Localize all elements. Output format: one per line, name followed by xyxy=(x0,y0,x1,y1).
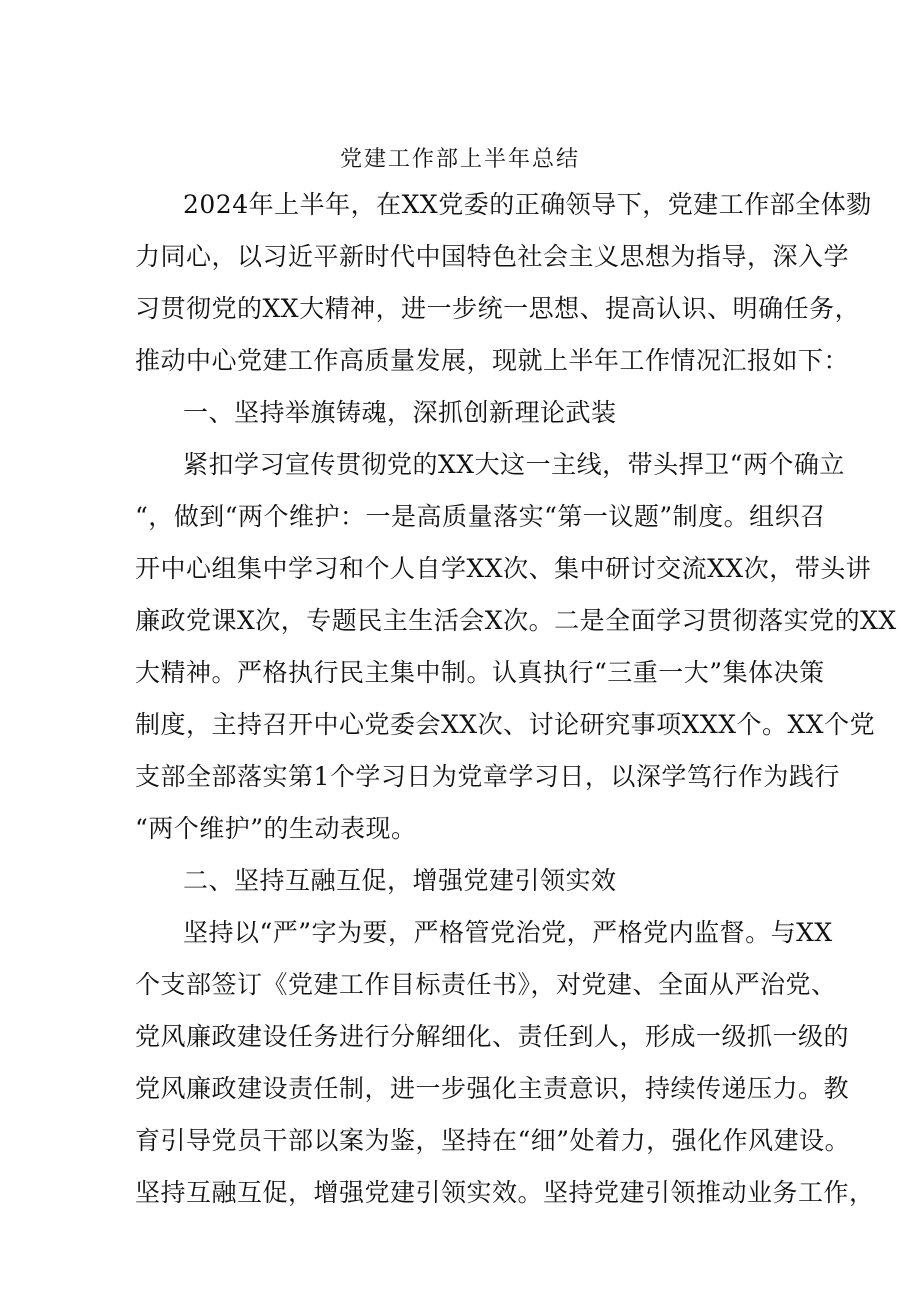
paragraph-line: 党风廉政建设任务进行分解细化、责任到人，形成一级抓一级的 xyxy=(135,1022,850,1051)
paragraph-line: 党风廉政建设责任制，进一步强化主责意识，持续传递压力。教 xyxy=(135,1074,850,1103)
paragraph-line: 坚持以“严”字为要，严格管党治党，严格党内监督。与XX xyxy=(183,918,833,947)
paragraph-line: 育引导党员干部以案为鉴，坚持在“细”处着力，强化作风建设。 xyxy=(135,1126,851,1155)
paragraph-line: 制度，主持召开中心党委会XX次、讨论研究事项XXX个。XX个党 xyxy=(135,710,876,739)
paragraph-line: 支部全部落实第1个学习日为党章学习日，以深学笃行作为践行 xyxy=(135,762,840,791)
paragraph-line: 个支部签订《党建工作目标责任书》，对党建、全面从严治党、 xyxy=(135,970,837,999)
section-heading: 二、坚持互融互促，增强党建引领实效 xyxy=(183,866,617,895)
paragraph-line: “两个维护”的生动表现。 xyxy=(135,814,417,843)
document-title: 党建工作部上半年总结 xyxy=(339,147,580,172)
paragraph-line: 大精神。严格执行民主集中制。认真执行“三重一大”集体决策 xyxy=(135,658,825,687)
paragraph-line: 习贯彻党的XX大精神，进一步统一思想、提高认识、明确任务， xyxy=(135,294,861,323)
paragraph-line: 开中心组集中学习和个人自学XX次、集中研讨交流XX次，带头讲 xyxy=(135,554,872,583)
paragraph-line: 推动中心党建工作高质量发展，现就上半年工作情况汇报如下： xyxy=(135,346,850,375)
paragraph-line: 廉政党课X次，专题民主生活会X次。二是全面学习贯彻落实党的XX xyxy=(135,606,897,635)
paragraph-line: 2024年上半年，在XX党委的正确领导下，党建工作部全体勠 xyxy=(183,190,872,219)
paragraph-line: 坚持互融互促，增强党建引领实效。坚持党建引领推动业务工作， xyxy=(135,1178,875,1207)
paragraph-line: 紧扣学习宣传贯彻党的XX大这一主线，带头捍卫“两个确立 xyxy=(183,450,845,479)
paragraph-line: “，做到“两个维护：一是高质量落实“第一议题”制度。组织召 xyxy=(135,502,826,531)
section-heading: 一、坚持举旗铸魂，深抓创新理论武装 xyxy=(183,398,617,427)
paragraph-line: 力同心，以习近平新时代中国特色社会主义思想为指导，深入学 xyxy=(135,242,850,271)
